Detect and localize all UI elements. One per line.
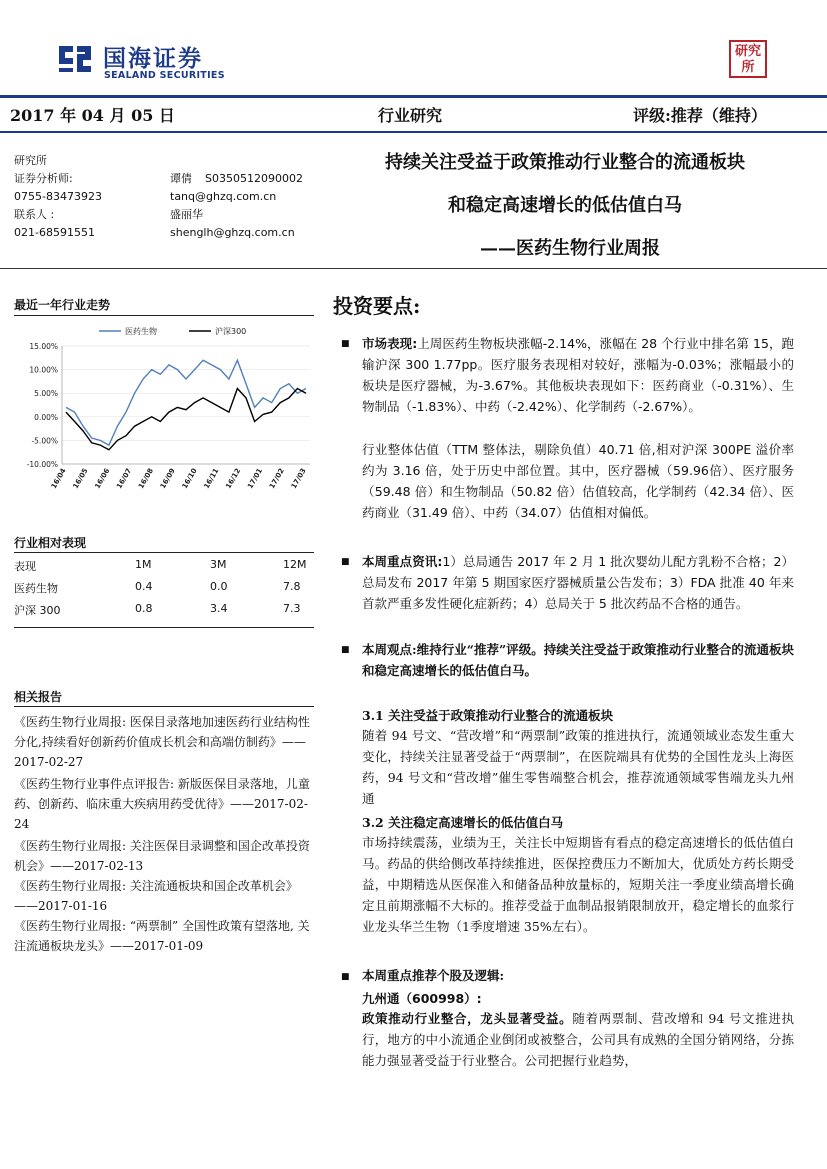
perf-cell: 3.4 [210,602,228,615]
sealand-logo-icon [55,42,95,76]
contact-email[interactable]: shenglh@ghzq.com.cn [170,226,295,239]
chart-heading-rule [14,315,314,316]
x-tick-label: 17/01 [246,467,265,490]
section-3-1-text: 随着 94 号文、“营改增”和“两票制”政策的推进执行，流通领域业态发生重大变化，持续关注显著受益于“两票制”，在医院端具有优势的全国性龙头上海医药，94 号文和“营改增”催生零售端整合机会，推荐流通领域零售端龙头九州通 [362,728,794,806]
industry-trend-chart [14,322,314,490]
market-paragraph [362,333,794,417]
contact-name: 盛丽华 [170,208,203,221]
perf-cell: 沪深 300 [14,604,61,617]
perf-cell: 7.3 [283,602,301,615]
x-tick-label: 16/09 [158,467,177,490]
x-tick-label: 16/12 [224,467,243,490]
y-tick-label: 0.00% [34,412,58,422]
header-rule-bottom [0,131,827,133]
x-tick-label: 16/06 [93,467,112,490]
pick1-paragraph [362,1008,794,1071]
view-paragraph [362,639,794,681]
perf-heading-rule [14,552,314,553]
market-label: 市场表现: [362,336,418,351]
report-type: 行业研究 [378,106,443,125]
perf-cell: 0.4 [135,580,153,593]
brand-name-cn: 国海证券 [103,45,203,72]
y-tick-label: 15.00% [29,342,58,351]
perf-header-cell: 1M [135,558,152,571]
invest-heading: 投资要点: [333,294,421,318]
related-item[interactable]: 《医药生物行业周报: “两票制” 全国性政策有望落地, 关注流通板块龙头》——2017-01-09 [14,919,310,953]
perf-cell: 0.8 [135,602,153,615]
section-3-2-title: 3.2 关注稳定高速增长的低估值白马 [362,815,564,830]
perf-header-cell: 3M [210,558,227,571]
analyst-dept: 研究所 [14,154,47,167]
news-paragraph [362,551,794,614]
related-item[interactable]: 《医药生物行业周报: 关注流通板块和国企改革机会》——2017-01-16 [14,879,298,913]
bullet-icon: ■ [341,557,350,567]
analyst-phone: 0755-83473923 [14,190,102,203]
title-line-1: 持续关注受益于政策推动行业整合的流通板块 [385,152,745,173]
y-tick-label: -5.00% [31,436,58,446]
perf-heading: 行业相对表现 [14,536,87,550]
perf-cell: 7.8 [283,580,301,593]
pick1-text: 随着两票制、营改增和 94 号文推进执行，地方的中小流通企业倒闭或被整合，公司具有成熟的全国分销网络，分拣能力强显著受益于行业整合。公司把握行业趋势， [362,1011,794,1068]
analyst-email[interactable]: tanq@ghzq.com.cn [170,190,277,203]
related-heading-rule [14,706,314,707]
x-tick-label: 16/04 [49,467,68,490]
series-line-pharma [66,360,306,445]
legend-label: 医药生物 [125,327,157,336]
contact-phone: 021-68591551 [14,226,95,239]
view-label: 本周观点: [362,642,417,657]
y-tick-label: 10.00% [29,365,58,375]
perf-header-cell: 表现 [14,560,36,573]
section-3-2-text: 市场持续震荡，业绩为王，关注长中短期皆有看点的稳定高速增长的低估值白马。药品的供给侧改革持续推进，医保控费压力不断加大，优质处方药长期受益，中期精选从医保准入和储备品种放量标的，短期关注一季度业绩高增长确定且前期涨幅不大标的。推荐受益于血制品报销限制放开，稳定增长的血浆行业龙头华兰生物（1季度增速 35%左右）。 [362,835,794,934]
x-tick-label: 17/03 [289,467,308,490]
bullet-icon: ■ [341,645,350,655]
related-item[interactable]: 《医药生物行业事件点评报告: 新版医保目录落地，儿童药、创新药、临床重大疾病用药受优待》——2017-02-24 [14,777,310,831]
pick1-name: 九州通（600998）: [362,991,482,1006]
perf-header-cell: 12M [283,558,307,571]
bullet-icon: ■ [341,972,350,982]
picks-label: 本周重点推荐个股及逻辑: [362,968,505,983]
chart-heading: 最近一年行业走势 [14,298,111,312]
analyst-cert: S0350512090002 [205,172,303,185]
x-tick-label: 16/07 [115,467,134,490]
perf-cell: 医药生物 [14,582,58,595]
report-date: 2017 年 04 月 05 日 [10,106,175,125]
x-tick-label: 16/10 [180,467,199,490]
related-item[interactable]: 《医药生物行业周报: 关注医保目录调整和国企改革投资机会》——2017-02-13 [14,839,310,873]
view-text: 维持行业“推荐”评级。持续关注受益于政策推动行业整合的流通板块和稳定高速增长的低估值白马。 [362,642,794,678]
x-tick-label: 17/02 [267,467,286,490]
header-rule-top [0,95,827,98]
x-tick-label: 16/08 [137,467,156,490]
contact-role: 联系人 : [14,208,55,221]
y-tick-label: -10.00% [26,460,58,469]
related-item[interactable]: 《医药生物行业周报: 医保目录落地加速医药行业结构性分化,持续看好创新药价值成长机会和高端仿制药》——2017-02-27 [14,715,310,769]
report-rating: 评级:推荐（维持） [633,106,767,125]
x-tick-label: 16/11 [202,467,221,490]
y-tick-label: 5.00% [34,389,58,399]
brand-name-en: SEALAND SECURITIES [104,70,225,81]
perf-cell: 0.0 [210,580,228,593]
analyst-name: 谭倩 [170,172,192,185]
section-3-1-title: 3.1 关注受益于政策推动行业整合的流通板块 [362,708,614,723]
market-text: 上周医药生物板块涨幅-2.14%，涨幅在 28 个行业中排名第 15，跑输沪深 300 1.77pp。医疗服务表现相对较好，涨幅为-0.03%；涨幅最小的板块是医疗器械，为-3.67%。其他板块表现如下：医药商业（-0.31%）、生物制品（-1.83%）、中药（-2.42%）、化学制药（-2.67%）。 [362,336,795,414]
news-label: 本周重点资讯: [362,554,443,569]
research-seal: 研究所 [729,40,767,78]
related-heading: 相关报告 [14,690,63,704]
title-line-3: ——医药生物行业周报 [480,238,660,259]
legend-label: 沪深300 [215,327,247,336]
news-text: 1）总局通告 2017 年 2 月 1 批次婴幼儿配方乳粉不合格；2）总局发布 2017 年第 5 期国家医疗器械质量公告发布；3）FDA 批准 40 年来首款严重多发性硬化症新药；4）总局关于 5 批次药品不合格的通告。 [362,554,795,611]
perf-bottom-rule [14,627,314,628]
analyst-role: 证券分析师: [14,172,73,185]
bullet-icon: ■ [341,339,350,349]
pick1-bold: 政策推动行业整合，龙头显著受益。 [362,1011,573,1026]
title-line-2: 和稳定高速增长的低估值白马 [448,195,682,216]
valuation-paragraph: 行业整体估值（TTM 整体法，剔除负值）40.71 倍,相对沪深 300PE 溢价率约为 3.16 倍，处于历史中部位置。其中，医疗器械（59.96倍）、医疗服务（59.48 倍）和生物制品（50.82 倍）估值较高，化学制药（42.34 倍）、医药商业（31.49 倍）、中药（34.07）估值相对偏低。 [362,442,794,520]
x-tick-label: 16/05 [71,467,90,490]
title-separator [0,268,827,269]
